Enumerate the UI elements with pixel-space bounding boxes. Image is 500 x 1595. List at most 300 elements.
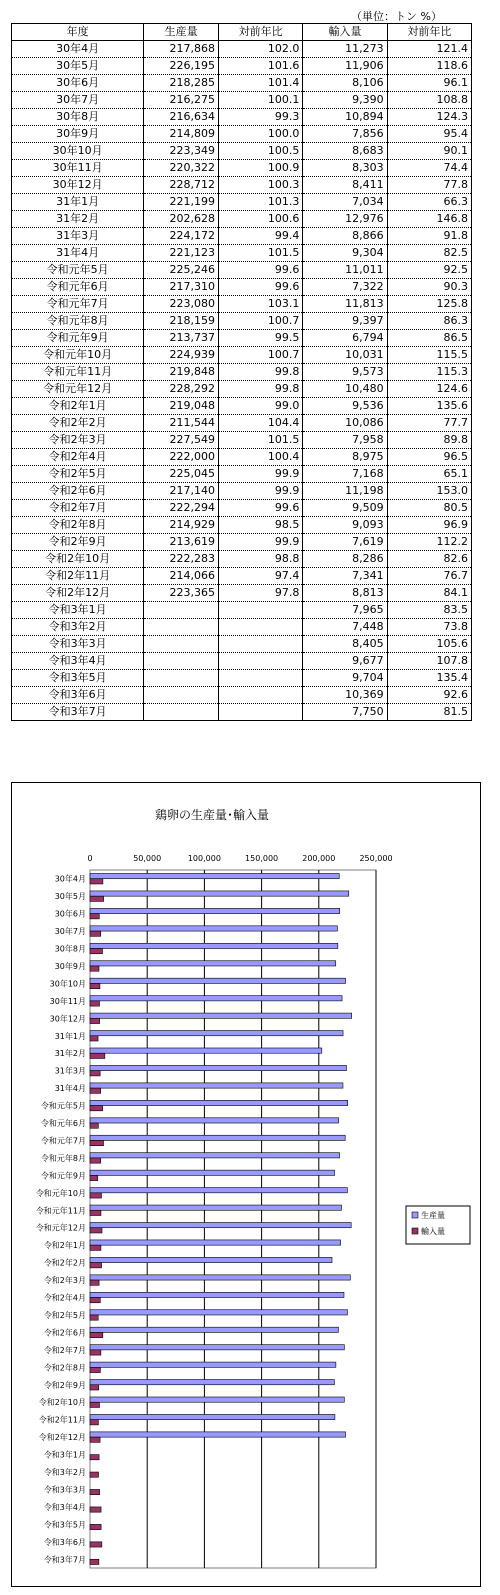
row-label: 令和2年2月 bbox=[12, 415, 144, 432]
import-yoy-cell: 86.5 bbox=[387, 330, 471, 347]
production-bar bbox=[90, 1222, 351, 1227]
import-yoy-cell: 81.5 bbox=[387, 704, 471, 721]
production-cell: 217,140 bbox=[144, 483, 219, 500]
production-bar bbox=[90, 891, 349, 896]
production-bar bbox=[90, 908, 340, 913]
table-row bbox=[12, 177, 472, 194]
production-yoy-cell: 99.9 bbox=[219, 483, 303, 500]
production-bar bbox=[90, 1205, 342, 1210]
production-yoy-cell: 98.5 bbox=[219, 517, 303, 534]
import-bar bbox=[90, 1001, 99, 1006]
import-cell: 11,813 bbox=[303, 296, 387, 313]
import-yoy-cell: 84.1 bbox=[387, 585, 471, 602]
production-yoy-cell: 100.7 bbox=[219, 347, 303, 364]
row-label: 30年11月 bbox=[12, 160, 144, 177]
table-row bbox=[12, 551, 472, 568]
table-row bbox=[12, 534, 472, 551]
production-cell: 228,712 bbox=[144, 177, 219, 194]
import-yoy-cell: 121.4 bbox=[387, 41, 471, 58]
production-yoy-cell: 99.6 bbox=[219, 500, 303, 517]
import-cell: 8,975 bbox=[303, 449, 387, 466]
header-production-yoy: 対前年比 bbox=[219, 24, 303, 41]
production-bar bbox=[90, 1118, 339, 1123]
production-cell: 218,285 bbox=[144, 75, 219, 92]
row-label: 令和元年5月 bbox=[12, 262, 144, 279]
import-yoy-cell: 124.3 bbox=[387, 109, 471, 126]
row-label: 令和元年8月 bbox=[12, 313, 144, 330]
import-cell: 9,509 bbox=[303, 500, 387, 517]
category-label: 30年9月 bbox=[54, 961, 86, 971]
production-cell: 221,123 bbox=[144, 245, 219, 262]
x-tick-label: 250,000 bbox=[359, 854, 393, 863]
table-row bbox=[12, 449, 472, 466]
import-bar bbox=[90, 1367, 100, 1372]
category-label: 令和3年6月 bbox=[43, 1537, 86, 1547]
production-cell bbox=[144, 704, 219, 721]
table-row bbox=[12, 313, 472, 330]
production-yoy-cell: 99.5 bbox=[219, 330, 303, 347]
category-label: 30年6月 bbox=[54, 909, 86, 919]
import-bar bbox=[90, 1298, 100, 1303]
production-cell: 228,292 bbox=[144, 381, 219, 398]
row-label: 30年9月 bbox=[12, 126, 144, 143]
production-yoy-cell: 99.6 bbox=[219, 279, 303, 296]
production-bar bbox=[90, 1432, 346, 1437]
category-label: 30年11月 bbox=[49, 996, 86, 1006]
legend-swatch-production bbox=[412, 1212, 418, 1218]
production-yoy-cell bbox=[219, 636, 303, 653]
row-label: 令和元年11月 bbox=[12, 364, 144, 381]
import-yoy-cell: 108.8 bbox=[387, 92, 471, 109]
import-yoy-cell: 96.5 bbox=[387, 449, 471, 466]
category-label: 令和元年10月 bbox=[35, 1188, 86, 1198]
import-bar bbox=[90, 1455, 99, 1460]
production-bar bbox=[90, 1170, 335, 1175]
table-row bbox=[12, 636, 472, 653]
production-cell: 223,365 bbox=[144, 585, 219, 602]
table-row bbox=[12, 500, 472, 517]
import-bar bbox=[90, 1280, 99, 1285]
import-cell: 8,866 bbox=[303, 228, 387, 245]
header-production: 生産量 bbox=[144, 24, 219, 41]
row-label: 令和2年12月 bbox=[12, 585, 144, 602]
x-tick-label: 50,000 bbox=[133, 854, 162, 863]
table-row bbox=[12, 364, 472, 381]
category-label: 令和2年10月 bbox=[38, 1398, 86, 1408]
import-yoy-cell: 115.5 bbox=[387, 347, 471, 364]
production-cell bbox=[144, 687, 219, 704]
production-yoy-cell bbox=[219, 653, 303, 670]
import-yoy-cell: 76.7 bbox=[387, 568, 471, 585]
import-cell: 7,168 bbox=[303, 466, 387, 483]
production-cell: 224,172 bbox=[144, 228, 219, 245]
table-row bbox=[12, 228, 472, 245]
production-bar bbox=[90, 1275, 350, 1280]
x-tick-label: 200,000 bbox=[302, 854, 336, 863]
import-cell: 10,894 bbox=[303, 109, 387, 126]
category-label: 令和2年5月 bbox=[43, 1310, 86, 1320]
import-cell: 7,856 bbox=[303, 126, 387, 143]
row-label: 令和3年7月 bbox=[12, 704, 144, 721]
production-yoy-cell: 100.1 bbox=[219, 92, 303, 109]
row-label: 31年1月 bbox=[12, 194, 144, 211]
chart-title: 鶏卵の生産量･輸入量 bbox=[154, 808, 270, 822]
production-bar bbox=[90, 1327, 338, 1332]
data-table bbox=[11, 23, 472, 721]
import-bar bbox=[90, 1140, 104, 1145]
production-cell: 216,634 bbox=[144, 109, 219, 126]
category-label: 30年4月 bbox=[54, 874, 86, 884]
production-yoy-cell: 100.6 bbox=[219, 211, 303, 228]
production-yoy-cell bbox=[219, 602, 303, 619]
import-yoy-cell: 135.6 bbox=[387, 398, 471, 415]
production-yoy-cell: 101.5 bbox=[219, 245, 303, 262]
import-cell: 11,198 bbox=[303, 483, 387, 500]
production-bar bbox=[90, 1345, 344, 1350]
production-yoy-cell: 99.0 bbox=[219, 398, 303, 415]
production-yoy-cell: 100.0 bbox=[219, 126, 303, 143]
production-yoy-cell: 97.4 bbox=[219, 568, 303, 585]
production-bar bbox=[90, 1362, 336, 1367]
import-yoy-cell: 82.5 bbox=[387, 245, 471, 262]
table-row bbox=[12, 194, 472, 211]
table-row bbox=[12, 143, 472, 160]
chart-panel bbox=[11, 782, 481, 1587]
legend-label-production: 生産量 bbox=[421, 1211, 445, 1220]
table-row bbox=[12, 92, 472, 109]
import-bar bbox=[90, 1228, 102, 1233]
production-bar bbox=[90, 1257, 332, 1262]
import-cell: 9,704 bbox=[303, 670, 387, 687]
category-label: 令和2年9月 bbox=[43, 1380, 86, 1390]
production-cell: 227,549 bbox=[144, 432, 219, 449]
import-yoy-cell: 146.8 bbox=[387, 211, 471, 228]
import-yoy-cell: 77.7 bbox=[387, 415, 471, 432]
bar-chart bbox=[12, 783, 480, 1586]
import-bar bbox=[90, 1193, 101, 1198]
row-label: 令和3年6月 bbox=[12, 687, 144, 704]
import-yoy-cell: 135.4 bbox=[387, 670, 471, 687]
production-cell: 216,275 bbox=[144, 92, 219, 109]
table-row bbox=[12, 211, 472, 228]
import-cell: 9,093 bbox=[303, 517, 387, 534]
production-cell: 225,045 bbox=[144, 466, 219, 483]
production-cell bbox=[144, 670, 219, 687]
category-label: 30年12月 bbox=[49, 1014, 86, 1024]
table-row bbox=[12, 687, 472, 704]
table-row bbox=[12, 670, 472, 687]
import-bar bbox=[90, 1036, 98, 1041]
import-cell: 9,677 bbox=[303, 653, 387, 670]
import-cell: 11,273 bbox=[303, 41, 387, 58]
row-label: 令和元年12月 bbox=[12, 381, 144, 398]
x-tick-label: 0 bbox=[87, 854, 93, 863]
import-yoy-cell: 107.8 bbox=[387, 653, 471, 670]
row-label: 30年7月 bbox=[12, 92, 144, 109]
production-cell: 223,080 bbox=[144, 296, 219, 313]
category-label: 31年1月 bbox=[54, 1031, 86, 1041]
import-bar bbox=[90, 879, 103, 884]
import-cell: 7,034 bbox=[303, 194, 387, 211]
production-yoy-cell: 99.8 bbox=[219, 381, 303, 398]
production-bar bbox=[90, 1397, 344, 1402]
row-label: 令和元年9月 bbox=[12, 330, 144, 347]
category-label: 30年8月 bbox=[54, 944, 86, 954]
production-cell: 222,000 bbox=[144, 449, 219, 466]
import-cell: 7,965 bbox=[303, 602, 387, 619]
row-label: 令和2年1月 bbox=[12, 398, 144, 415]
x-tick-label: 100,000 bbox=[187, 854, 221, 863]
import-yoy-cell: 89.8 bbox=[387, 432, 471, 449]
category-label: 令和3年2月 bbox=[43, 1468, 86, 1478]
import-yoy-cell: 105.6 bbox=[387, 636, 471, 653]
legend-label-import: 輸入量 bbox=[421, 1227, 445, 1236]
category-label: 令和3年5月 bbox=[43, 1520, 86, 1530]
table-row bbox=[12, 160, 472, 177]
production-cell: 220,322 bbox=[144, 160, 219, 177]
table-row bbox=[12, 381, 472, 398]
production-cell: 211,544 bbox=[144, 415, 219, 432]
production-yoy-cell: 101.5 bbox=[219, 432, 303, 449]
import-yoy-cell: 112.2 bbox=[387, 534, 471, 551]
import-bar bbox=[90, 1350, 101, 1355]
production-yoy-cell: 102.0 bbox=[219, 41, 303, 58]
category-label: 令和2年12月 bbox=[38, 1433, 86, 1443]
import-cell: 9,573 bbox=[303, 364, 387, 381]
import-bar bbox=[90, 1053, 105, 1058]
production-yoy-cell bbox=[219, 670, 303, 687]
import-cell: 8,411 bbox=[303, 177, 387, 194]
production-bar bbox=[90, 1188, 347, 1193]
row-label: 令和2年6月 bbox=[12, 483, 144, 500]
row-label: 令和2年9月 bbox=[12, 534, 144, 551]
import-bar bbox=[90, 1071, 100, 1076]
production-cell: 214,929 bbox=[144, 517, 219, 534]
production-yoy-cell: 100.5 bbox=[219, 143, 303, 160]
production-yoy-cell: 101.6 bbox=[219, 58, 303, 75]
import-cell: 8,106 bbox=[303, 75, 387, 92]
import-yoy-cell: 115.3 bbox=[387, 364, 471, 381]
production-yoy-cell: 103.1 bbox=[219, 296, 303, 313]
category-label: 令和3年7月 bbox=[43, 1555, 86, 1565]
table-row bbox=[12, 109, 472, 126]
production-cell bbox=[144, 619, 219, 636]
import-yoy-cell: 118.6 bbox=[387, 58, 471, 75]
production-bar bbox=[90, 1048, 322, 1053]
row-label: 令和元年7月 bbox=[12, 296, 144, 313]
production-bar bbox=[90, 978, 346, 983]
production-bar bbox=[90, 1031, 343, 1036]
category-label: 令和2年1月 bbox=[43, 1241, 86, 1251]
row-label: 30年4月 bbox=[12, 41, 144, 58]
row-label: 令和2年3月 bbox=[12, 432, 144, 449]
table-row bbox=[12, 517, 472, 534]
production-cell: 219,848 bbox=[144, 364, 219, 381]
production-cell: 202,628 bbox=[144, 211, 219, 228]
production-bar bbox=[90, 1013, 352, 1018]
import-bar bbox=[90, 1018, 100, 1023]
category-label: 31年3月 bbox=[54, 1066, 86, 1076]
import-cell: 9,304 bbox=[303, 245, 387, 262]
import-cell: 8,813 bbox=[303, 585, 387, 602]
import-bar bbox=[90, 1263, 102, 1268]
row-label: 30年10月 bbox=[12, 143, 144, 160]
production-yoy-cell: 99.4 bbox=[219, 228, 303, 245]
production-cell: 217,310 bbox=[144, 279, 219, 296]
table-row bbox=[12, 41, 472, 58]
category-label: 令和2年6月 bbox=[43, 1328, 86, 1338]
import-bar bbox=[90, 1385, 99, 1390]
import-cell: 8,303 bbox=[303, 160, 387, 177]
unit-note: （単位：トン %） bbox=[351, 10, 442, 23]
import-bar bbox=[90, 1402, 99, 1407]
import-yoy-cell: 66.3 bbox=[387, 194, 471, 211]
production-yoy-cell: 100.3 bbox=[219, 177, 303, 194]
production-yoy-cell: 101.4 bbox=[219, 75, 303, 92]
production-bar bbox=[90, 1310, 347, 1315]
import-yoy-cell: 92.6 bbox=[387, 687, 471, 704]
import-bar bbox=[90, 1245, 101, 1250]
import-bar bbox=[90, 914, 99, 919]
production-yoy-cell: 99.9 bbox=[219, 466, 303, 483]
production-cell bbox=[144, 602, 219, 619]
production-cell bbox=[144, 653, 219, 670]
import-bar bbox=[90, 1472, 99, 1477]
table-row bbox=[12, 279, 472, 296]
table-row bbox=[12, 347, 472, 364]
import-yoy-cell: 74.4 bbox=[387, 160, 471, 177]
table-row bbox=[12, 262, 472, 279]
import-yoy-cell: 124.6 bbox=[387, 381, 471, 398]
row-label: 令和元年10月 bbox=[12, 347, 144, 364]
production-bar bbox=[90, 1083, 343, 1088]
production-yoy-cell: 100.4 bbox=[219, 449, 303, 466]
row-label: 31年2月 bbox=[12, 211, 144, 228]
production-cell: 222,283 bbox=[144, 551, 219, 568]
import-cell: 8,286 bbox=[303, 551, 387, 568]
row-label: 令和元年6月 bbox=[12, 279, 144, 296]
import-yoy-cell: 96.1 bbox=[387, 75, 471, 92]
import-yoy-cell: 125.8 bbox=[387, 296, 471, 313]
category-label: 令和元年5月 bbox=[40, 1101, 86, 1111]
production-bar bbox=[90, 926, 337, 931]
production-bar bbox=[90, 1135, 345, 1140]
category-label: 31年2月 bbox=[54, 1049, 86, 1059]
category-label: 令和元年9月 bbox=[40, 1171, 86, 1181]
row-label: 令和2年8月 bbox=[12, 517, 144, 534]
import-bar bbox=[90, 1088, 101, 1093]
production-yoy-cell: 100.9 bbox=[219, 160, 303, 177]
import-yoy-cell: 77.8 bbox=[387, 177, 471, 194]
production-bar bbox=[90, 1153, 340, 1158]
category-label: 30年5月 bbox=[54, 892, 86, 902]
category-label: 30年7月 bbox=[54, 927, 86, 937]
production-yoy-cell: 99.8 bbox=[219, 364, 303, 381]
production-yoy-cell: 98.8 bbox=[219, 551, 303, 568]
production-bar bbox=[90, 1065, 346, 1070]
table-row bbox=[12, 245, 472, 262]
table-row bbox=[12, 653, 472, 670]
category-label: 令和2年3月 bbox=[43, 1276, 86, 1286]
import-cell: 7,619 bbox=[303, 534, 387, 551]
import-yoy-cell: 153.0 bbox=[387, 483, 471, 500]
import-yoy-cell: 82.6 bbox=[387, 551, 471, 568]
category-label: 令和元年6月 bbox=[40, 1119, 86, 1129]
table-row bbox=[12, 585, 472, 602]
table-row bbox=[12, 602, 472, 619]
import-bar bbox=[90, 1489, 100, 1494]
production-cell: 223,349 bbox=[144, 143, 219, 160]
import-cell: 7,322 bbox=[303, 279, 387, 296]
production-cell: 226,195 bbox=[144, 58, 219, 75]
table-row bbox=[12, 483, 472, 500]
import-yoy-cell: 96.9 bbox=[387, 517, 471, 534]
category-label: 令和2年11月 bbox=[38, 1415, 86, 1425]
production-yoy-cell: 99.6 bbox=[219, 262, 303, 279]
import-bar bbox=[90, 1542, 102, 1547]
row-label: 令和3年2月 bbox=[12, 619, 144, 636]
row-label: 令和2年10月 bbox=[12, 551, 144, 568]
row-label: 令和3年1月 bbox=[12, 602, 144, 619]
production-cell: 224,939 bbox=[144, 347, 219, 364]
category-label: 令和3年4月 bbox=[43, 1502, 86, 1512]
category-label: 令和2年2月 bbox=[43, 1258, 86, 1268]
row-label: 30年12月 bbox=[12, 177, 144, 194]
category-label: 令和2年8月 bbox=[43, 1363, 86, 1373]
import-bar bbox=[90, 1420, 98, 1425]
import-cell: 9,397 bbox=[303, 313, 387, 330]
import-bar bbox=[90, 1524, 101, 1529]
row-label: 令和3年3月 bbox=[12, 636, 144, 653]
import-bar bbox=[90, 931, 101, 936]
header-import-yoy: 対前年比 bbox=[387, 24, 471, 41]
table-row bbox=[12, 296, 472, 313]
x-tick-label: 150,000 bbox=[245, 854, 279, 863]
table-row bbox=[12, 704, 472, 721]
import-yoy-cell: 91.8 bbox=[387, 228, 471, 245]
category-label: 30年10月 bbox=[49, 979, 86, 989]
import-bar bbox=[90, 949, 102, 954]
import-cell: 7,958 bbox=[303, 432, 387, 449]
production-cell: 219,048 bbox=[144, 398, 219, 415]
table-row bbox=[12, 58, 472, 75]
import-yoy-cell: 90.3 bbox=[387, 279, 471, 296]
import-cell: 7,341 bbox=[303, 568, 387, 585]
import-bar bbox=[90, 983, 100, 988]
import-cell: 9,390 bbox=[303, 92, 387, 109]
table-row bbox=[12, 398, 472, 415]
header-import: 輸入量 bbox=[303, 24, 387, 41]
import-cell: 8,683 bbox=[303, 143, 387, 160]
import-bar bbox=[90, 1158, 101, 1163]
import-cell: 10,369 bbox=[303, 687, 387, 704]
table-header-row bbox=[12, 24, 472, 41]
row-label: 30年5月 bbox=[12, 58, 144, 75]
category-label: 令和2年4月 bbox=[43, 1293, 86, 1303]
import-cell: 7,448 bbox=[303, 619, 387, 636]
category-label: 令和2年7月 bbox=[43, 1345, 86, 1355]
import-cell: 7,750 bbox=[303, 704, 387, 721]
production-cell: 213,619 bbox=[144, 534, 219, 551]
import-bar bbox=[90, 1507, 101, 1512]
import-bar bbox=[90, 1106, 103, 1111]
production-bar bbox=[90, 1240, 341, 1245]
production-bar bbox=[90, 1380, 334, 1385]
row-label: 31年4月 bbox=[12, 245, 144, 262]
table-row bbox=[12, 466, 472, 483]
import-bar bbox=[90, 1559, 99, 1564]
row-label: 令和2年5月 bbox=[12, 466, 144, 483]
